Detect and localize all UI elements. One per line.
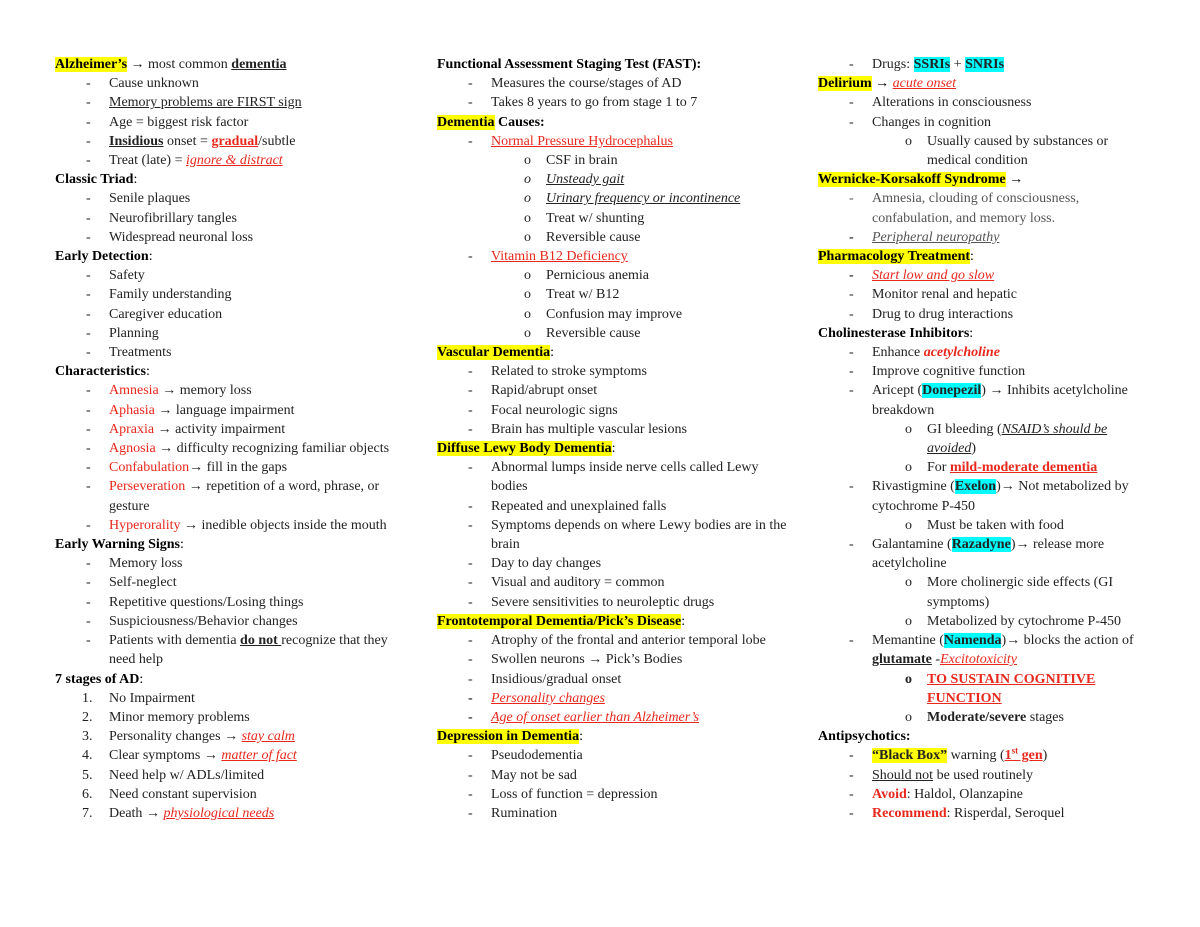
sub-item: o For mild-moderate dementia — [818, 458, 1153, 477]
list-item: - Perseveration → repetition of a word, phrase, or gesture — [55, 477, 405, 515]
list-item: - Recommend: Risperdal, Seroquel — [818, 804, 1153, 823]
alzheimers-title: Alzheimer’s — [55, 57, 128, 72]
list-item: - Patients with dementia do not recognize that they need help — [55, 631, 405, 669]
list-item: - Avoid: Haldol, Olanzapine — [818, 785, 1153, 804]
list-item: - Caregiver education — [55, 305, 405, 324]
list-item: - Rivastigmine (Exelon)→ Not metabolized by cytochrome P-450 — [818, 477, 1153, 515]
list-item: - Repeated and unexplained falls — [437, 497, 787, 516]
section-heading: Diffuse Lewy Body Dementia: — [437, 441, 616, 457]
list-item: - Amnesia, clouding of consciousness, confabulation, and memory loss. — [818, 189, 1153, 227]
list-item: - Treatments — [55, 343, 405, 362]
arrow-icon: → — [1015, 537, 1030, 553]
list-item: - Personality changes — [437, 689, 787, 708]
sub-item: o GI bleeding (NSAID’s should be avoided) — [818, 420, 1153, 458]
list-item: - Enhance acetylcholine — [818, 343, 1153, 362]
list-item: - Agnosia → difficulty recognizing familiar objects — [55, 439, 405, 458]
list-item: - Takes 8 years to go from stage 1 to 7 — [437, 93, 787, 112]
sub-item: o Reversible cause — [437, 324, 787, 343]
sub-item: o Reversible cause — [437, 228, 787, 247]
list-item: - Repetitive questions/Losing things — [55, 593, 405, 612]
list-item: - Planning — [55, 324, 405, 343]
list-item: - Swollen neurons → Pick’s Bodies — [437, 650, 787, 669]
list-item: - Start low and go slow — [818, 266, 1153, 285]
list-item: - Severe sensitivities to neuroleptic drugs — [437, 593, 787, 612]
list-item: - Insidious onset = gradual/subtle — [55, 132, 405, 151]
list-item: - Treat (late) = ignore & distract — [55, 151, 405, 170]
section-heading: Characteristics: — [55, 364, 150, 380]
list-item: 6. Need constant supervision — [82, 786, 257, 802]
list-item: - Apraxia → activity impairment — [55, 420, 405, 439]
section-heading: Pharmacology Treatment: — [818, 249, 974, 265]
list-item: - Atrophy of the frontal and anterior temporal lobe — [437, 631, 787, 650]
list-item: 7. Death → physiological needs — [82, 805, 275, 821]
sub-item: o More cholinergic side effects (GI symptoms) — [818, 573, 1153, 611]
sub-item: o Unsteady gait — [437, 170, 787, 189]
list-item: - Rapid/abrupt onset — [437, 381, 787, 400]
sub-item: o Usually caused by substances or medical condition — [818, 132, 1153, 170]
list-item: - Drug to drug interactions — [818, 305, 1153, 324]
arrow-icon: → — [875, 76, 890, 92]
list-item: - Changes in cognition — [818, 113, 1153, 132]
section-heading: Dementia Causes: — [437, 114, 545, 130]
list-item: - Family understanding — [55, 285, 405, 304]
list-item: - Age = biggest risk factor — [55, 113, 405, 132]
sub-item: o Pernicious anemia — [437, 266, 787, 285]
section-heading: Vascular Dementia: — [437, 345, 555, 361]
list-item: - Self-neglect — [55, 573, 405, 592]
list-item: - Abnormal lumps inside nerve cells called Lewy bodies — [437, 458, 787, 496]
section-heading: 7 stages of AD: — [55, 671, 144, 687]
list-item: - May not be sad — [437, 766, 787, 785]
list-item: - Widespread neuronal loss — [55, 228, 405, 247]
list-item: - Memory loss — [55, 554, 405, 573]
list-item: - Insidious/gradual onset — [437, 670, 787, 689]
alzheimers-heading: Alzheimer’s → most common dementia — [55, 57, 287, 72]
list-item: - Loss of function = depression — [437, 785, 787, 804]
list-item: - Measures the course/stages of AD — [437, 74, 787, 93]
arrow-icon: → — [184, 517, 199, 533]
list-item: - Related to stroke symptoms — [437, 362, 787, 381]
section-heading: Frontotemporal Dementia/Pick’s Disease: — [437, 613, 686, 629]
list-item: 3. Personality changes → stay calm — [82, 729, 295, 745]
list-item: - Brain has multiple vascular lesions — [437, 420, 787, 439]
list-item: - Cause unknown — [55, 74, 405, 93]
sub-item: o Confusion may improve — [437, 305, 787, 324]
arrow-icon: → — [1006, 633, 1021, 649]
list-item: - Day to day changes — [437, 554, 787, 573]
list-item: - Normal Pressure Hydrocephalus — [437, 132, 787, 151]
arrow-icon: → — [157, 421, 172, 437]
list-item: - Rumination — [437, 804, 787, 823]
sub-item: o Treat w/ shunting — [437, 209, 787, 228]
arrow-icon: → — [224, 729, 239, 745]
list-item: - Symptoms depends on where Lewy bodies are in the brain — [437, 516, 787, 554]
list-item: - Age of onset earlier than Alzheimer’s — [437, 708, 787, 727]
sub-item: o Metabolized by cytochrome P-450 — [818, 612, 1153, 631]
list-item: - Confabulation→ fill in the gaps — [55, 458, 405, 477]
section-heading: Classic Triad: — [55, 172, 138, 188]
sub-item: o TO SUSTAIN COGNITIVE FUNCTION — [818, 670, 1153, 708]
list-item: - Memantine (Namenda)→ blocks the action of glutamate -Excitotoxicity — [818, 631, 1153, 669]
arrow-icon: → — [203, 748, 218, 764]
list-item: - Galantamine (Razadyne)→ release more acetylcholine — [818, 535, 1153, 573]
sub-item: o Moderate/severe stages — [818, 708, 1153, 727]
section-heading: Early Warning Signs: — [55, 537, 184, 553]
arrow-icon: → — [159, 441, 174, 457]
section-heading: Depression in Dementia: — [437, 729, 583, 745]
list-item: 4. Clear symptoms → matter of fact — [82, 748, 297, 764]
column-3 — [818, 55, 1153, 823]
arrow-icon: → — [989, 383, 1004, 399]
list-item: - Alterations in consciousness — [818, 93, 1153, 112]
list-item: - Senile plaques — [55, 189, 405, 208]
list-item: - Vitamin B12 Deficiency — [437, 247, 787, 266]
sub-item: o Treat w/ B12 — [437, 285, 787, 304]
list-item: - Neurofibrillary tangles — [55, 209, 405, 228]
arrow-icon: → — [1000, 479, 1015, 495]
section-heading: Functional Assessment Staging Test (FAST): — [437, 57, 702, 72]
list-item: - Monitor renal and hepatic — [818, 285, 1153, 304]
sub-item: o Urinary frequency or incontinence — [437, 189, 787, 208]
list-item: - Aricept (Donepezil) → Inhibits acetylcholine breakdown — [818, 381, 1153, 419]
list-item: - Visual and auditory = common — [437, 573, 787, 592]
section-heading: Cholinesterase Inhibitors: — [818, 325, 974, 341]
list-item: - Amnesia → memory loss — [55, 381, 405, 400]
list-item: 2. Minor memory problems — [82, 709, 250, 725]
column-1 — [55, 55, 405, 823]
list-item: - Improve cognitive function — [818, 362, 1153, 381]
section-heading: Early Detection: — [55, 249, 153, 265]
arrow-icon: → — [162, 383, 177, 399]
section-heading: Antipsychotics: — [818, 729, 911, 745]
arrow-icon: → — [158, 402, 173, 418]
arrow-icon: → — [588, 652, 603, 668]
section-heading: Wernicke-Korsakoff Syndrome → — [818, 172, 1024, 188]
list-item: - Safety — [55, 266, 405, 285]
list-item: - Should not be used routinely — [818, 766, 1153, 785]
list-item: - Peripheral neuropathy — [818, 228, 1153, 247]
arrow-icon: → — [1009, 172, 1024, 188]
list-item: - “Black Box” warning (1st gen) — [818, 746, 1153, 765]
column-2 — [437, 55, 787, 823]
list-item: - Drugs: SSRIs + SNRIs — [818, 55, 1153, 74]
list-item: - Suspiciousness/Behavior changes — [55, 612, 405, 631]
list-item: - Aphasia → language impairment — [55, 401, 405, 420]
arrow-icon: → — [188, 479, 203, 495]
sub-item: o CSF in brain — [437, 151, 787, 170]
arrow-icon: → — [189, 460, 204, 476]
list-item: - Hyperorality → inedible objects inside the mouth — [55, 516, 405, 535]
list-item: - Focal neurologic signs — [437, 401, 787, 420]
list-item: - Memory problems are FIRST sign — [55, 93, 405, 112]
list-item: - Pseudodementia — [437, 746, 787, 765]
list-item: 1. No Impairment — [82, 690, 195, 706]
section-heading: Delirium → acute onset — [818, 76, 957, 92]
sub-item: o Must be taken with food — [818, 516, 1153, 535]
arrow-icon: → — [145, 805, 160, 821]
list-item: 5. Need help w/ ADLs/limited — [82, 767, 265, 783]
arrow-icon: → — [130, 57, 145, 72]
